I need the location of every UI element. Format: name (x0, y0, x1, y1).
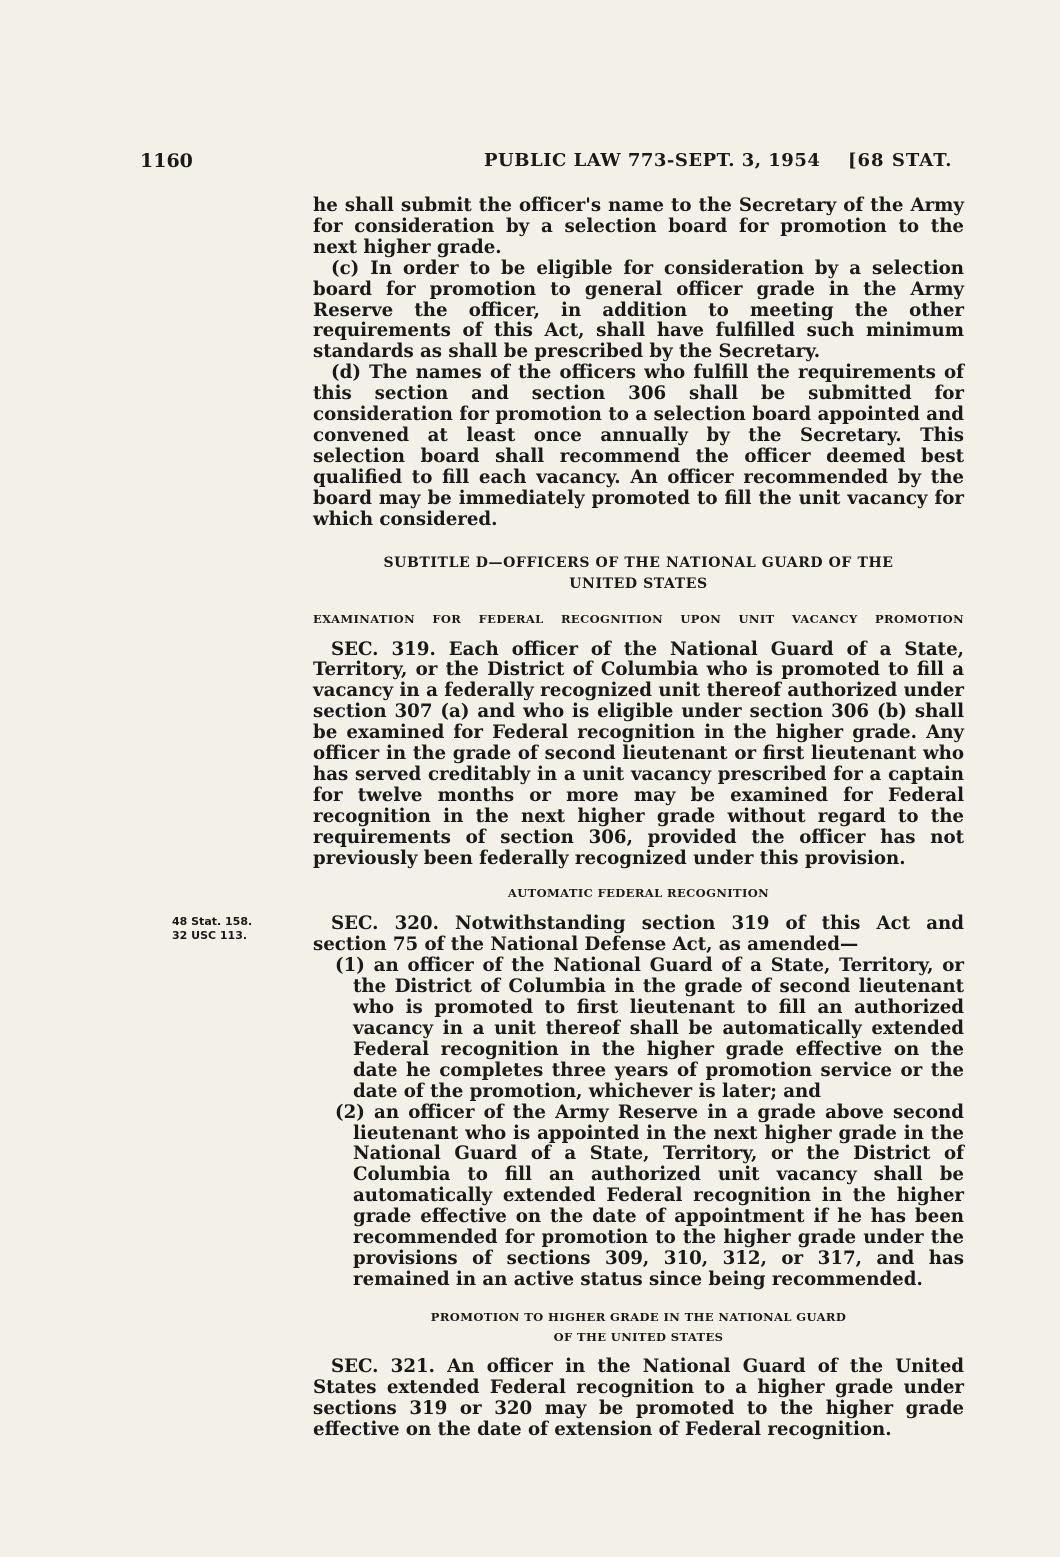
main-text (313, 196, 964, 1440)
section-321-heading-line-1: PROMOTION TO HIGHER GRADE IN THE NATIONAL GUARD (430, 1309, 847, 1324)
running-head: PUBLIC LAW 773-SEPT. 3, 1954 (484, 150, 821, 171)
subtitle-d-heading (313, 553, 964, 595)
margin-note-stat: 48 Stat. 158. (172, 915, 253, 928)
paragraph-continuation: he shall submit the officer's name to the Secretary of the Army for consideration by a selection board for promotion to the next higher grade. (313, 195, 964, 258)
section-320-text: SEC. 320. Notwithstanding section 319 of this Act and section 75 of the National Defense Act, as amended— (313, 913, 964, 956)
section-319-text: SEC. 319. Each officer of the National Guard of a State, Territory, or the District of Columbia who is promoted to fill a vacancy in a federally recognized unit thereof authorized under section 307 (a) and who is eligible under section 306 (b) shall be examined for Federal recognition in the higher grade. Any officer in the grade of second lieutenant or first lieutenant who has served creditably in a unit vacancy prescribed for a captain for twelve months or more may be examined for Federal recognition in the next higher grade without regard to the requirements of section 306, provided the officer has not previously been federally recognized under this provision. (313, 638, 964, 869)
page-number: 1160 (140, 150, 193, 172)
section-321-heading (313, 1307, 964, 1347)
volume-reference: [68 STAT. (848, 150, 953, 171)
subtitle-d-line-1: SUBTITLE D—OFFICERS OF THE NATIONAL GUARD OF THE (383, 554, 894, 571)
paragraph-d: (d) The names of the officers who fulfill the requirements of this section and section 306 shall be submitted for consideration for promotion to a selection board appointed and convened at least once annually by the Secretary. This selection board shall recommend the officer deemed best qualified to fill each vacancy. An officer recommended by the board may be immediately promoted to fill the unit vacancy for which considered. (313, 362, 964, 530)
section-321-heading-line-2: OF THE UNITED STATES (553, 1329, 724, 1344)
section-321-text: SEC. 321. An officer in the National Guard of the United States extended Federal recognition to a higher grade under sections 319 or 320 may be promoted to the higher grade effective on the date of extension of Federal recognition. (313, 1355, 964, 1440)
subtitle-d-line-2: UNITED STATES (569, 575, 708, 592)
section-320-clause-1: (1) an officer of the National Guard of a State, Territory, or the District of Columbia in the grade of second lieutenant who is promoted to first lieutenant to fill an authorized vacancy in a unit thereof shall be automatically extended Federal recognition in the higher grade effective on the date he completes three years of promotion service or the date of the promotion, whichever is later; and (335, 955, 964, 1102)
section-320-clause-2: (2) an officer of the Army Reserve in a grade above second lieutenant who is appointed in the next higher grade in the National Guard of a State, Territory, or the District of Columbia to fill an authorized unit vacancy shall be automatically extended Federal recognition in the higher grade effective on the date of appointment if he has been recommended for promotion to the higher grade under the provisions of sections 309, 310, 312, or 317, and has remained in an active status since being recommended. (335, 1101, 964, 1290)
margin-note-usc: 32 USC 113. (172, 929, 248, 942)
paragraph-c: (c) In order to be eligible for consideration by a selection board for promotion to general officer grade in the Army Reserve the officer, in addition to meeting the other requirements of this Act, shall have fulfilled such minimum standards as shall be prescribed by the Secretary. (313, 257, 964, 363)
margin-citation (172, 915, 282, 943)
section-319-heading: EXAMINATION FOR FEDERAL RECOGNITION UPON UNIT VACANCY PROMOTION (313, 611, 964, 626)
section-320-heading: AUTOMATIC FEDERAL RECOGNITION (507, 886, 770, 901)
page-header (0, 150, 1060, 180)
